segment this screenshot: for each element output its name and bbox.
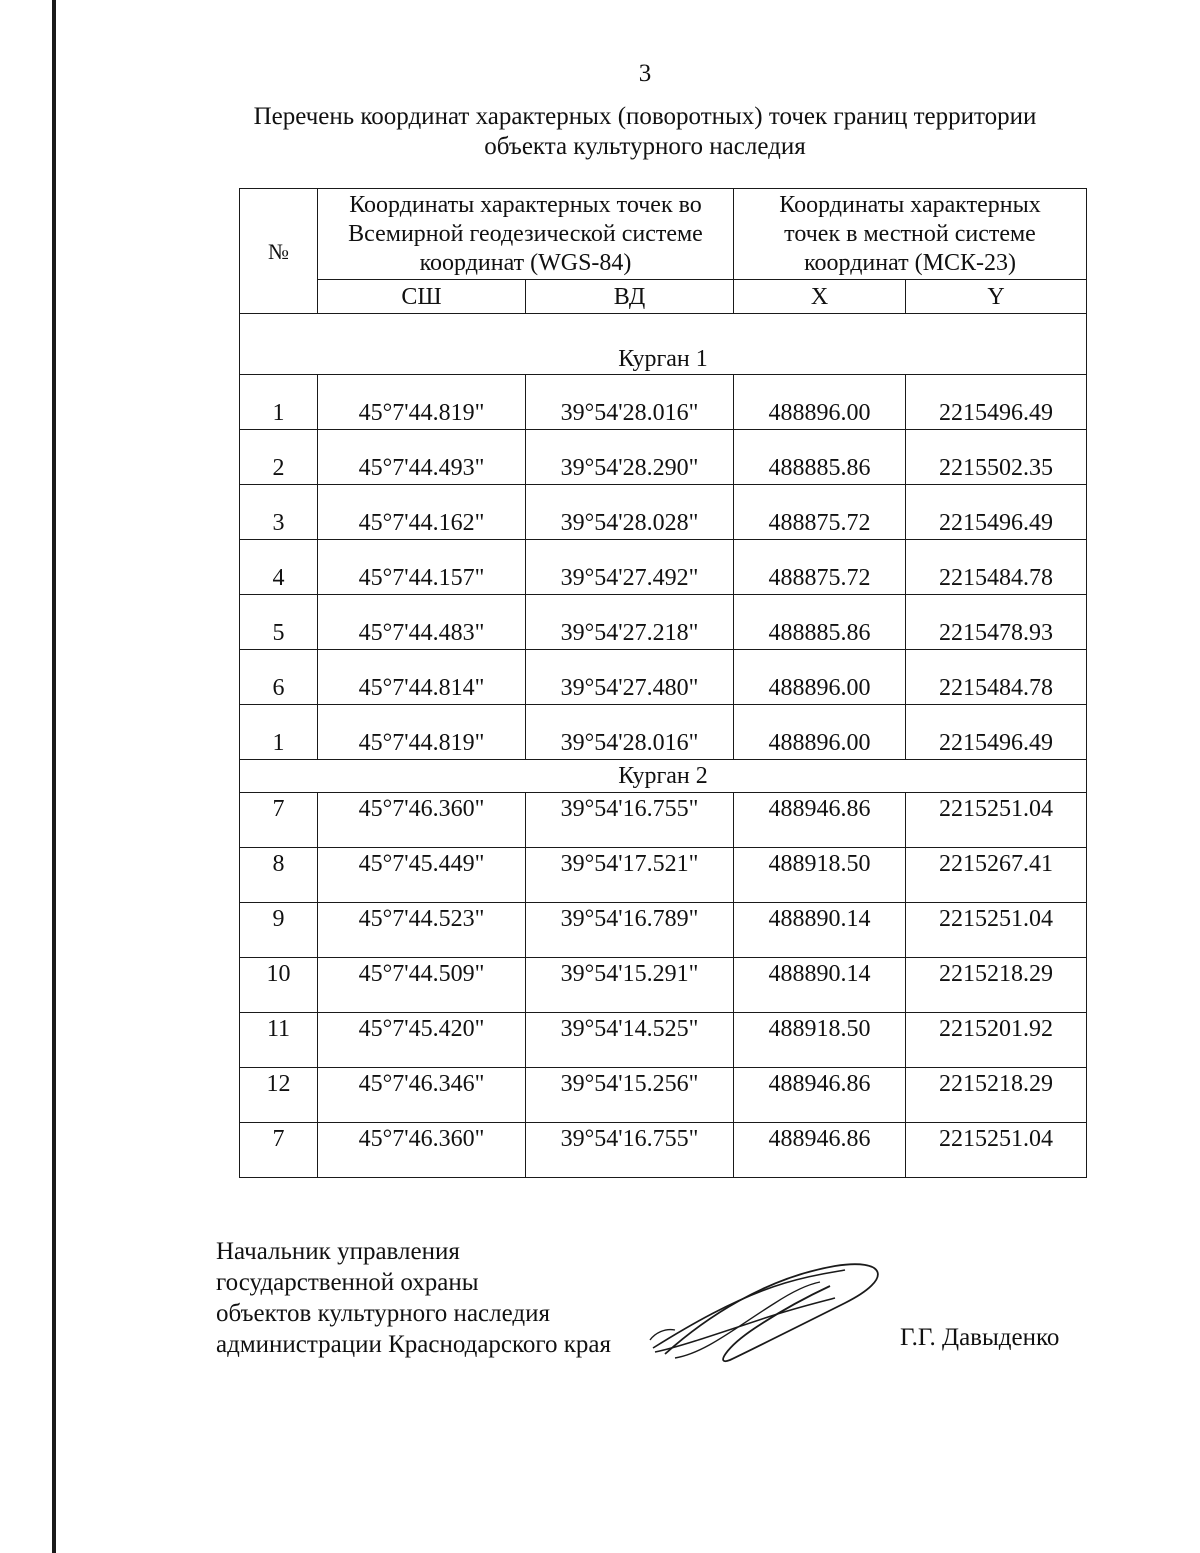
group-title: Курган 2 — [240, 760, 1087, 793]
cell-y: 2215484.78 — [906, 540, 1087, 595]
table-row — [240, 1013, 1087, 1068]
cell-lon: 39°54'16.789" — [526, 903, 734, 958]
table-row — [240, 650, 1087, 705]
table-row — [240, 430, 1087, 485]
signatory-name: Г.Г. Давыденко — [900, 1324, 1060, 1351]
cell-lon: 39°54'15.291" — [526, 958, 734, 1013]
cell-lat: 45°7'44.814" — [318, 650, 526, 705]
cell-number: 5 — [240, 595, 318, 650]
cell-y: 2215496.49 — [906, 485, 1087, 540]
table-row — [240, 705, 1087, 760]
cell-x: 488896.00 — [734, 705, 906, 760]
cell-number: 7 — [240, 1123, 318, 1178]
cell-y: 2215201.92 — [906, 1013, 1087, 1068]
cell-x: 488946.86 — [734, 1123, 906, 1178]
cell-x: 488918.50 — [734, 1013, 906, 1068]
cell-y: 2215251.04 — [906, 793, 1087, 848]
table-row — [240, 485, 1087, 540]
title-line-2: объекта культурного наследия — [484, 133, 806, 160]
cell-number: 12 — [240, 1068, 318, 1123]
cell-lat: 45°7'44.819" — [318, 375, 526, 430]
cell-y: 2215496.49 — [906, 375, 1087, 430]
cell-y: 2215496.49 — [906, 705, 1087, 760]
cell-x: 488946.86 — [734, 1068, 906, 1123]
cell-lon: 39°54'15.256" — [526, 1068, 734, 1123]
cell-lat: 45°7'46.360" — [318, 1123, 526, 1178]
cell-y: 2215478.93 — [906, 595, 1087, 650]
cell-x: 488896.00 — [734, 375, 906, 430]
cell-x: 488885.86 — [734, 430, 906, 485]
table-row — [240, 1123, 1087, 1178]
cell-y: 2215251.04 — [906, 903, 1087, 958]
table-row — [240, 903, 1087, 958]
header-x: X — [734, 280, 906, 314]
cell-number: 3 — [240, 485, 318, 540]
header-lon: ВД — [526, 280, 734, 314]
signatory-position — [216, 1236, 611, 1360]
cell-y: 2215251.04 — [906, 1123, 1087, 1178]
header-msk23-line-2: точек в местной системе — [784, 220, 1036, 247]
cell-x: 488896.00 — [734, 650, 906, 705]
cell-x: 488875.72 — [734, 485, 906, 540]
cell-lat: 45°7'44.493" — [318, 430, 526, 485]
cell-number: 2 — [240, 430, 318, 485]
header-wgs84-line-2: Всемирной геодезической системе — [348, 220, 703, 247]
cell-x: 488885.86 — [734, 595, 906, 650]
table-row — [240, 595, 1087, 650]
cell-number: 4 — [240, 540, 318, 595]
cell-number: 1 — [240, 705, 318, 760]
title-line-1: Перечень координат характерных (поворотных) точек границ территории — [253, 103, 1037, 130]
cell-number: 9 — [240, 903, 318, 958]
table-row — [240, 958, 1087, 1013]
cell-number: 11 — [240, 1013, 318, 1068]
cell-number: 8 — [240, 848, 318, 903]
cell-lat: 45°7'46.360" — [318, 793, 526, 848]
position-line-1: Начальник управления — [216, 1238, 460, 1265]
cell-number: 7 — [240, 793, 318, 848]
cell-lat: 45°7'44.509" — [318, 958, 526, 1013]
cell-y: 2215267.41 — [906, 848, 1087, 903]
cell-y: 2215502.35 — [906, 430, 1087, 485]
cell-x: 488890.14 — [734, 903, 906, 958]
cell-lat: 45°7'44.157" — [318, 540, 526, 595]
table-row — [240, 848, 1087, 903]
position-line-4: администрации Краснодарского края — [216, 1331, 612, 1358]
page-number: 3 — [638, 60, 652, 87]
cell-lat: 45°7'44.162" — [318, 485, 526, 540]
cell-lat: 45°7'44.483" — [318, 595, 526, 650]
cell-lon: 39°54'27.492" — [526, 540, 734, 595]
header-wgs84 — [318, 189, 734, 280]
header-wgs84-line-1: Координаты характерных точек во — [349, 191, 702, 218]
header-msk23-line-1: Координаты характерных — [779, 191, 1041, 218]
header-number: № — [240, 189, 318, 314]
page-edge-line — [52, 0, 56, 1553]
cell-x: 488946.86 — [734, 793, 906, 848]
cell-lon: 39°54'27.218" — [526, 595, 734, 650]
cell-y: 2215218.29 — [906, 1068, 1087, 1123]
cell-lon: 39°54'16.755" — [526, 793, 734, 848]
cell-number: 6 — [240, 650, 318, 705]
cell-lat: 45°7'45.449" — [318, 848, 526, 903]
cell-lon: 39°54'28.290" — [526, 430, 734, 485]
cell-number: 1 — [240, 375, 318, 430]
header-msk23 — [734, 189, 1087, 280]
document-title — [200, 102, 1090, 162]
cell-lon: 39°54'28.028" — [526, 485, 734, 540]
group-title: Курган 1 — [240, 314, 1087, 375]
position-line-2: государственной охраны — [216, 1269, 479, 1296]
table-row — [240, 793, 1087, 848]
table-row — [240, 1068, 1087, 1123]
header-wgs84-line-3: координат (WGS-84) — [419, 249, 632, 276]
cell-lon: 39°54'14.525" — [526, 1013, 734, 1068]
cell-y: 2215218.29 — [906, 958, 1087, 1013]
header-y: Y — [906, 280, 1087, 314]
cell-lat: 45°7'46.346" — [318, 1068, 526, 1123]
group-header-row — [240, 760, 1087, 793]
cell-lon: 39°54'17.521" — [526, 848, 734, 903]
group-header-row — [240, 314, 1087, 375]
table-row — [240, 540, 1087, 595]
cell-lon: 39°54'28.016" — [526, 375, 734, 430]
header-msk23-line-3: координат (МСК-23) — [804, 249, 1016, 276]
position-line-3: объектов культурного наследия — [216, 1300, 550, 1327]
cell-x: 488875.72 — [734, 540, 906, 595]
cell-y: 2215484.78 — [906, 650, 1087, 705]
cell-lon: 39°54'28.016" — [526, 705, 734, 760]
cell-lat: 45°7'45.420" — [318, 1013, 526, 1068]
cell-lat: 45°7'44.523" — [318, 903, 526, 958]
handwritten-signature-icon — [645, 1258, 885, 1368]
cell-lon: 39°54'27.480" — [526, 650, 734, 705]
cell-x: 488918.50 — [734, 848, 906, 903]
cell-lat: 45°7'44.819" — [318, 705, 526, 760]
cell-x: 488890.14 — [734, 958, 906, 1013]
cell-number: 10 — [240, 958, 318, 1013]
cell-lon: 39°54'16.755" — [526, 1123, 734, 1178]
table-row — [240, 375, 1087, 430]
coordinates-table — [239, 188, 1087, 1178]
header-lat: СШ — [318, 280, 526, 314]
